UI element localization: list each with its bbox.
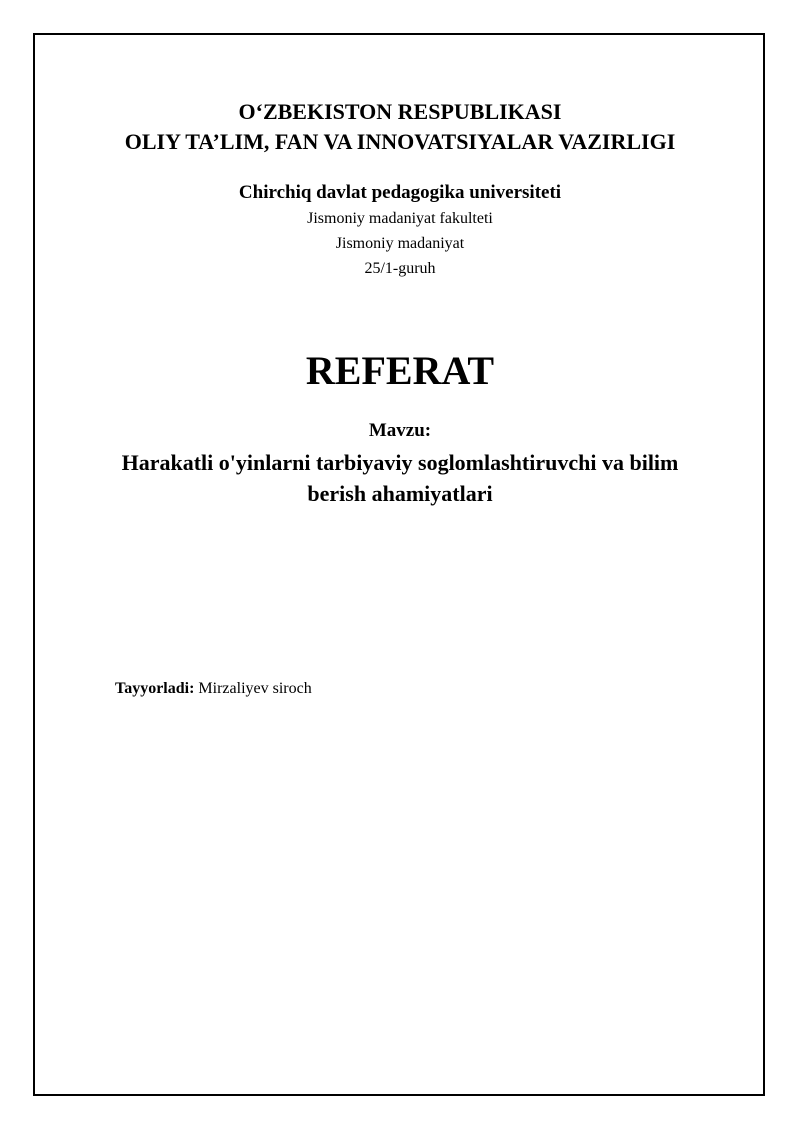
author-name: Mirzaliyev siroch — [198, 680, 312, 697]
faculty-name: Jismoniy madaniyat fakulteti — [307, 210, 493, 227]
university-name: Chirchiq davlat pedagogika universiteti — [238, 182, 562, 203]
topic-line-1: Harakatli o'yinlarni tarbiyaviy soglomlashtiruvchi va bilim — [121, 450, 679, 475]
ministry-name: OLIY TA’LIM, FAN VA INNOVATSIYALAR VAZIRLIGI — [124, 129, 676, 154]
ministry-heading — [0, 97, 800, 157]
prepared-by-label: Tayyorladi: — [115, 680, 195, 697]
topic-line-2: berish ahamiyatlari — [307, 481, 493, 506]
document-title: REFERAT — [305, 348, 495, 393]
program-name: Jismoniy madaniyat — [335, 235, 465, 252]
group-name: 25/1-guruh — [364, 260, 436, 277]
topic-label: Mavzu: — [368, 420, 432, 441]
prepared-by — [115, 678, 312, 700]
topic-text — [0, 447, 800, 509]
republic-name: O‘ZBEKISTON RESPUBLIKASI — [238, 99, 562, 124]
